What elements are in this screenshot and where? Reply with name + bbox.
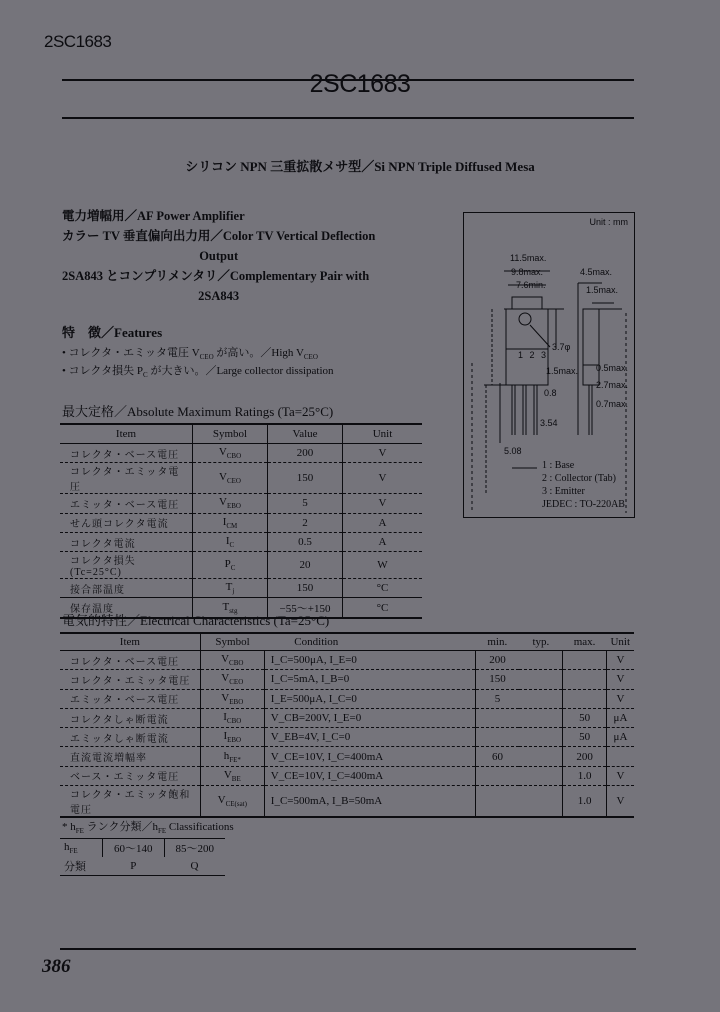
application-2-cont: Output — [199, 249, 239, 263]
value-cell: 150 — [268, 579, 343, 598]
item-cell: ベース・エミッタ電圧 — [60, 766, 200, 785]
dim-side-lead-w: 0.7max. — [596, 399, 629, 409]
unit-cell: V — [343, 463, 423, 494]
item-cell: エミッタ・ベース電圧 — [60, 689, 200, 708]
symbol-cell: $I_{CM}$ — [193, 513, 268, 532]
unit-cell: μA — [606, 728, 634, 747]
item-cell: コレクタしゃ断電流 — [60, 708, 200, 727]
dim-lead-thk: 0.8 — [544, 388, 557, 398]
symbol-cell: $V_{CE(sat)}$ — [200, 786, 264, 818]
unit-cell: A — [343, 513, 423, 532]
dim-side-lead: 0.5max. — [596, 363, 629, 373]
table-row — [60, 766, 634, 785]
unit-cell: W — [343, 552, 423, 579]
typ-cell — [519, 728, 563, 747]
max-cell: 50 — [563, 708, 607, 727]
max-cell — [563, 689, 607, 708]
symbol-cell: $V_{CBO}$ — [200, 651, 264, 670]
item-cell: 接合部温度 — [60, 579, 193, 598]
feature-1: • コレクタ・エミッタ電圧 $V_{CEO}$ が高い。／High $V_{CEO}$ — [62, 347, 318, 362]
item-cell: エミッタしゃ断電流 — [60, 728, 200, 747]
hfe-label: $h_{FE}$ — [60, 839, 103, 858]
page-number: 386 — [42, 956, 71, 977]
symbol-cell: $T_j$ — [193, 579, 268, 598]
max-cell: 1.0 — [563, 786, 607, 818]
table-row — [60, 463, 422, 494]
col-item: Item — [60, 424, 193, 444]
application-2: カラー TV 垂直偏向出力用／Color TV Vertical Deflection — [62, 229, 376, 243]
typ-cell — [519, 708, 563, 727]
hfe-heading: * $h_{FE}$ ランク分類$/h_{FE}$ Classifications — [62, 821, 234, 836]
dim-pitch: 3.54 — [540, 418, 558, 428]
max-cell — [563, 670, 607, 689]
item-cell: コレクタ・エミッタ飽和電圧 — [60, 786, 200, 818]
col-unit: Unit — [606, 633, 634, 651]
condition-cell: I_C=500mA, I_B=50mA — [264, 786, 475, 818]
max-cell — [563, 651, 607, 670]
dim-inner-width: 7.6min. — [516, 280, 546, 290]
abs-max-heading: 最大定格／Absolute Maximum Ratings (Ta=25°C) — [62, 404, 334, 419]
table-row — [60, 747, 634, 766]
applications-list — [62, 206, 375, 306]
max-cell: 200 — [563, 747, 607, 766]
rank-q: Q — [164, 857, 225, 876]
table-row — [60, 579, 422, 598]
unit-cell: V — [606, 786, 634, 818]
footer-rule — [60, 948, 636, 950]
unit-cell: V — [606, 651, 634, 670]
condition-cell: I_C=500μA, I_E=0 — [264, 651, 475, 670]
item-cell: せん頭コレクタ電流 — [60, 513, 193, 532]
features-heading: 特 徴／Features — [62, 325, 163, 340]
dim-span: 5.08 — [504, 446, 522, 456]
hfe-p-range: 60～140 — [103, 839, 165, 858]
dim-tab-thk: 1.5max. — [586, 285, 619, 295]
symbol-cell: $I_{EBO}$ — [200, 728, 264, 747]
unit-cell: V — [606, 766, 634, 785]
max-cell: 50 — [563, 728, 607, 747]
item-cell: エミッタ・ベース電圧 — [60, 494, 193, 513]
unit-cell: V — [606, 689, 634, 708]
unit-cell: A — [343, 532, 423, 551]
device-subtitle: シリコン NPN 三重拡散メサ型／Si NPN Triple Diffused Mesa — [185, 159, 535, 174]
unit-cell: V — [343, 444, 423, 463]
rank-label: 分類 — [60, 857, 103, 876]
value-cell: 2 — [268, 513, 343, 532]
unit-label: Unit : mm — [589, 217, 628, 227]
dim-tab-width: 9.8max. — [511, 267, 544, 277]
col-symbol: Symbol — [200, 633, 264, 651]
min-cell — [475, 766, 519, 785]
table-row — [60, 786, 634, 818]
condition-cell: I_C=5mA, I_B=0 — [264, 670, 475, 689]
symbol-cell: $I_{CBO}$ — [200, 708, 264, 727]
typ-cell — [519, 670, 563, 689]
symbol-cell: $V_{CEO}$ — [193, 463, 268, 494]
table-row — [60, 670, 634, 689]
symbol-cell: $T_{stg}$ — [193, 598, 268, 618]
col-item: Item — [60, 633, 200, 651]
unit-cell: μA — [606, 708, 634, 727]
elec-heading: 電気的特性／Electrical Characteristics (Ta=25°C) — [62, 613, 330, 628]
table-row — [60, 513, 422, 532]
col-typ: typ. — [519, 633, 563, 651]
value-cell: 200 — [268, 444, 343, 463]
min-cell: 60 — [475, 747, 519, 766]
application-1: 電力増幅用／AF Power Amplifier — [62, 209, 245, 223]
min-cell: 200 — [475, 651, 519, 670]
title-rule — [62, 117, 634, 119]
min-cell — [475, 728, 519, 747]
item-cell: コレクタ電流 — [60, 532, 193, 551]
symbol-cell: $h_{FE*}$ — [200, 747, 264, 766]
jedec: JEDEC : TO-220AB — [542, 499, 625, 510]
package-drawing — [463, 212, 635, 518]
min-cell — [475, 708, 519, 727]
symbol-cell: $V_{EBO}$ — [200, 689, 264, 708]
typ-cell — [519, 651, 563, 670]
typ-cell — [519, 786, 563, 818]
unit-cell: °C — [343, 579, 423, 598]
col-symbol: Symbol — [193, 424, 268, 444]
symbol-cell: $V_{EBO}$ — [193, 494, 268, 513]
value-cell: −55～+150 — [268, 598, 343, 618]
dim-lead-width: 1.5max. — [546, 366, 579, 376]
item-cell: コレクタ・ベース電圧 — [60, 651, 200, 670]
typ-cell — [519, 766, 563, 785]
typ-cell — [519, 747, 563, 766]
item-cell: コレクタ・エミッタ電圧 — [60, 463, 193, 494]
col-unit: Unit — [343, 424, 423, 444]
item-cell: コレクタ・エミッタ電圧 — [60, 670, 200, 689]
hfe-table — [60, 838, 225, 876]
value-cell: 0.5 — [268, 532, 343, 551]
symbol-cell: $V_{BE}$ — [200, 766, 264, 785]
table-row — [60, 494, 422, 513]
pin-numbers: 1 2 3 — [518, 350, 549, 360]
dim-side-offset: 2.7max. — [596, 380, 629, 390]
dim-hole: 3.7φ — [552, 342, 571, 352]
table-row — [60, 728, 634, 747]
pin-2: 2 : Collector (Tab) — [542, 473, 616, 484]
elec-table — [60, 632, 634, 818]
table-row — [60, 689, 634, 708]
symbol-cell: $V_{CBO}$ — [193, 444, 268, 463]
page-title: 2SC1683 — [309, 70, 411, 98]
table-row — [60, 444, 422, 463]
typ-cell — [519, 689, 563, 708]
unit-cell: °C — [343, 598, 423, 618]
pin-legend — [542, 459, 625, 511]
condition-cell: V_EB=4V, I_C=0 — [264, 728, 475, 747]
item-cell: コレクタ損失 (Tc=25°C) — [60, 552, 193, 579]
condition-cell: V_CE=10V, I_C=400mA — [264, 766, 475, 785]
unit-cell: V — [343, 494, 423, 513]
dim-width-max: 11.5max. — [510, 253, 547, 263]
pin-3: 3 : Emitter — [542, 486, 585, 497]
rank-p: P — [103, 857, 165, 876]
item-cell: 直流電流増幅率 — [60, 747, 200, 766]
col-value: Value — [268, 424, 343, 444]
symbol-cell: $P_C$ — [193, 552, 268, 579]
unit-cell — [606, 747, 634, 766]
col-min: min. — [475, 633, 519, 651]
item-cell: コレクタ・ベース電圧 — [60, 444, 193, 463]
condition-cell: V_CB=200V, I_E=0 — [264, 708, 475, 727]
value-cell: 20 — [268, 552, 343, 579]
feature-2: • コレクタ損失 $P_C$ が大きい。／Large collector dissipation — [62, 365, 334, 380]
dim-depth: 4.5max. — [580, 267, 613, 277]
hfe-q-range: 85～200 — [164, 839, 225, 858]
col-max: max. — [563, 633, 607, 651]
item-cell: 保存温度 — [60, 598, 193, 618]
table-row — [60, 552, 422, 579]
min-cell: 5 — [475, 689, 519, 708]
symbol-cell: $I_C$ — [193, 532, 268, 551]
application-3: 2SA843 とコンプリメンタリ／Complementary Pair with — [62, 269, 370, 283]
col-condition: Condition — [264, 633, 475, 651]
symbol-cell: $V_{CEO}$ — [200, 670, 264, 689]
unit-cell: V — [606, 670, 634, 689]
value-cell: 150 — [268, 463, 343, 494]
min-cell: 150 — [475, 670, 519, 689]
max-cell: 1.0 — [563, 766, 607, 785]
table-row — [60, 651, 634, 670]
value-cell: 5 — [268, 494, 343, 513]
condition-cell: V_CE=10V, I_C=400mA — [264, 747, 475, 766]
condition-cell: I_E=500μA, I_C=0 — [264, 689, 475, 708]
abs-max-table — [60, 423, 422, 619]
pin-1: 1 : Base — [542, 460, 575, 471]
application-3-cont: 2SA843 — [198, 289, 240, 303]
min-cell — [475, 786, 519, 818]
table-row — [60, 532, 422, 551]
table-row — [60, 708, 634, 727]
header-part-number: 2SC1683 — [44, 32, 112, 51]
